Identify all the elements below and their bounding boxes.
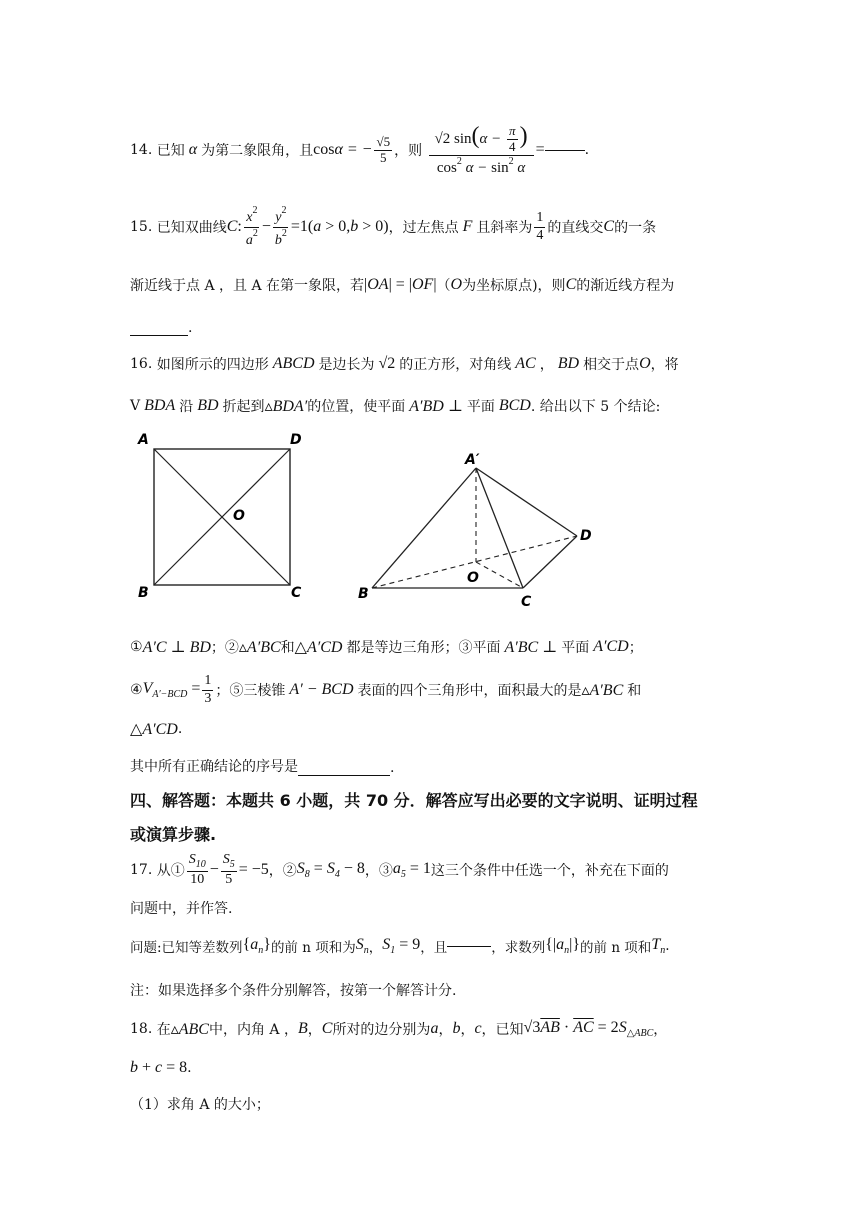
question-18-line2: b + c = 8 . — [130, 1059, 192, 1076]
edge-c-d — [523, 536, 577, 588]
section-4-heading-cont: 或演算步骤. — [130, 825, 217, 844]
label-d: D — [290, 432, 302, 448]
q15-answer-blank[interactable] — [130, 335, 188, 336]
conclusion-line-2: ④ $V_{A'-BCD}$ = $\frac{1}{3}$ ；⑤三棱锥 A′ − BCD 表面的四个三角形中，面积最大的是 ▵A′BC 和 — [130, 673, 642, 706]
neg-sqrt5-over-5: $\frac{√5}{5}$ — [376, 133, 391, 165]
slope-one-quarter: $\frac{1}{4}$ — [536, 210, 544, 243]
dot-product-formula: $√3\overline{AB} \cdot \overline{AC} = 2S_{\triangle ABC}$ — [523, 1019, 654, 1039]
volume-formula: $V_{A'-BCD}$ = — [142, 680, 201, 700]
question-16: 16. 如图所示的四边形 ABCD 是边长为 √2 的正方形，对角线 AC ， BD 相交于点 O ，将 — [130, 355, 679, 373]
square-figure — [130, 425, 320, 605]
section-4-heading: 四、解答题：本题共 6 小题，共 70 分．解答应写出必要的文字说明、证明过程 — [130, 791, 698, 810]
cos-alpha-eq: cosα = − — [313, 141, 373, 158]
label-o: O — [467, 570, 479, 586]
label-o: O — [233, 508, 245, 524]
label-b: B — [358, 586, 369, 602]
question-17-line2: 问题中，并作答. — [130, 901, 233, 917]
edge-a-d — [476, 468, 577, 536]
q14-number: 14. — [130, 142, 153, 158]
q17-number: 17. — [130, 862, 153, 878]
q18-number: 18. — [130, 1021, 153, 1037]
label-b: B — [138, 585, 149, 601]
q16-answer-blank[interactable] — [298, 775, 390, 776]
label-a-prime: A′ — [465, 452, 480, 468]
q15-number: 15. — [130, 219, 153, 235]
hyperbola-equation: C: — [226, 218, 242, 235]
tetrahedron-figure — [355, 448, 605, 613]
question-15-line3: . — [130, 316, 192, 336]
q17-condition-blank[interactable] — [447, 946, 491, 947]
question-17: 17. 从① $\frac{S_{10}}{10}$ − $\frac{S_5}{5}$ = −5 ，② $S_8 = S_4 - 8$ ，③ $a_5 = 1$ 这三个条件中任选一个，补充在下面的 — [130, 852, 669, 887]
question-15: 15. 已知双曲线 C: $\frac{x^2}{a^2}$ − $\frac{y^2}{b^2}$ =1(a > 0,b > 0) ，过左焦点 F 且斜率为 $\frac{1}{4}$ 的直线交 C 的一条 — [130, 205, 657, 248]
edge-a-b — [372, 468, 476, 588]
alpha-symbol: α — [184, 141, 202, 158]
question-16-line2: V BDA 沿 BD 折起到 ▵BDA′ 的位置，使平面 A′BD ⊥ 平面 BCD . 给出以下 5 个结论: — [130, 397, 661, 415]
question-17-note: 注：如果选择多个条件分别解答，按第一个解答计分. — [130, 983, 457, 999]
conclusion-line-3: △A′CD . — [130, 721, 183, 738]
q16-ask: 其中所有正确结论的序号是 . — [130, 759, 395, 776]
label-a: A — [138, 432, 149, 448]
question-18: 18. 在 ▵ABC 中，内角 A ， B ， C 所对的边分别为 a ， b ， c ，已知 $√3\overline{AB} \cdot \overline{AC} = 2S_{\triangle ABC}$ ， — [130, 1019, 668, 1039]
question-18-part-1: （1）求角 A 的大小； — [130, 1097, 270, 1113]
question-14: 14. 已知 α 为第二象限角，且 cosα = − $\frac{√5}{5}$ ，则 √2 sin(α − $\frac{\pi}{4}$ ) $\cos^2 \alpha - \sin^2 \alpha$ = . — [130, 122, 590, 176]
q14-answer-blank[interactable] — [545, 150, 585, 151]
conclusion-line-1: ① A′C ⊥ BD ；② ▵A′BC 和 △A′CD 都是等边三角形；③平面 A′BC ⊥ 平面 A′CD ； — [130, 638, 643, 656]
edge-a-c — [476, 468, 523, 588]
oa-equals-of: |OA| = |OF| — [364, 276, 437, 293]
label-d: D — [580, 528, 592, 544]
label-c: C — [291, 585, 302, 601]
label-c: C — [521, 594, 532, 610]
sqrt2: √2 — [374, 355, 400, 372]
edge-o-c-hidden — [476, 562, 523, 588]
question-17-problem: 问题:已知等差数列 $\{a_n\}$ 的前 n 项和为 $S_n$ ， $S_1 = 9$ ，且 ，求数列 $\{|a_n|\}$ 的前 n 项和 $T_n$ . — [130, 936, 670, 956]
q16-number: 16. — [130, 356, 153, 372]
question-15-line2: 渐近线于点 A ，且 A 在第一象限，若 |OA| = |OF| （ O 为坐标原点)，则 C 的渐近线方程为 — [130, 276, 675, 294]
q14-expression: √2 sin(α − $\frac{\pi}{4}$ ) $\cos^2 \alpha - \sin^2 \alpha$ — [429, 123, 534, 177]
